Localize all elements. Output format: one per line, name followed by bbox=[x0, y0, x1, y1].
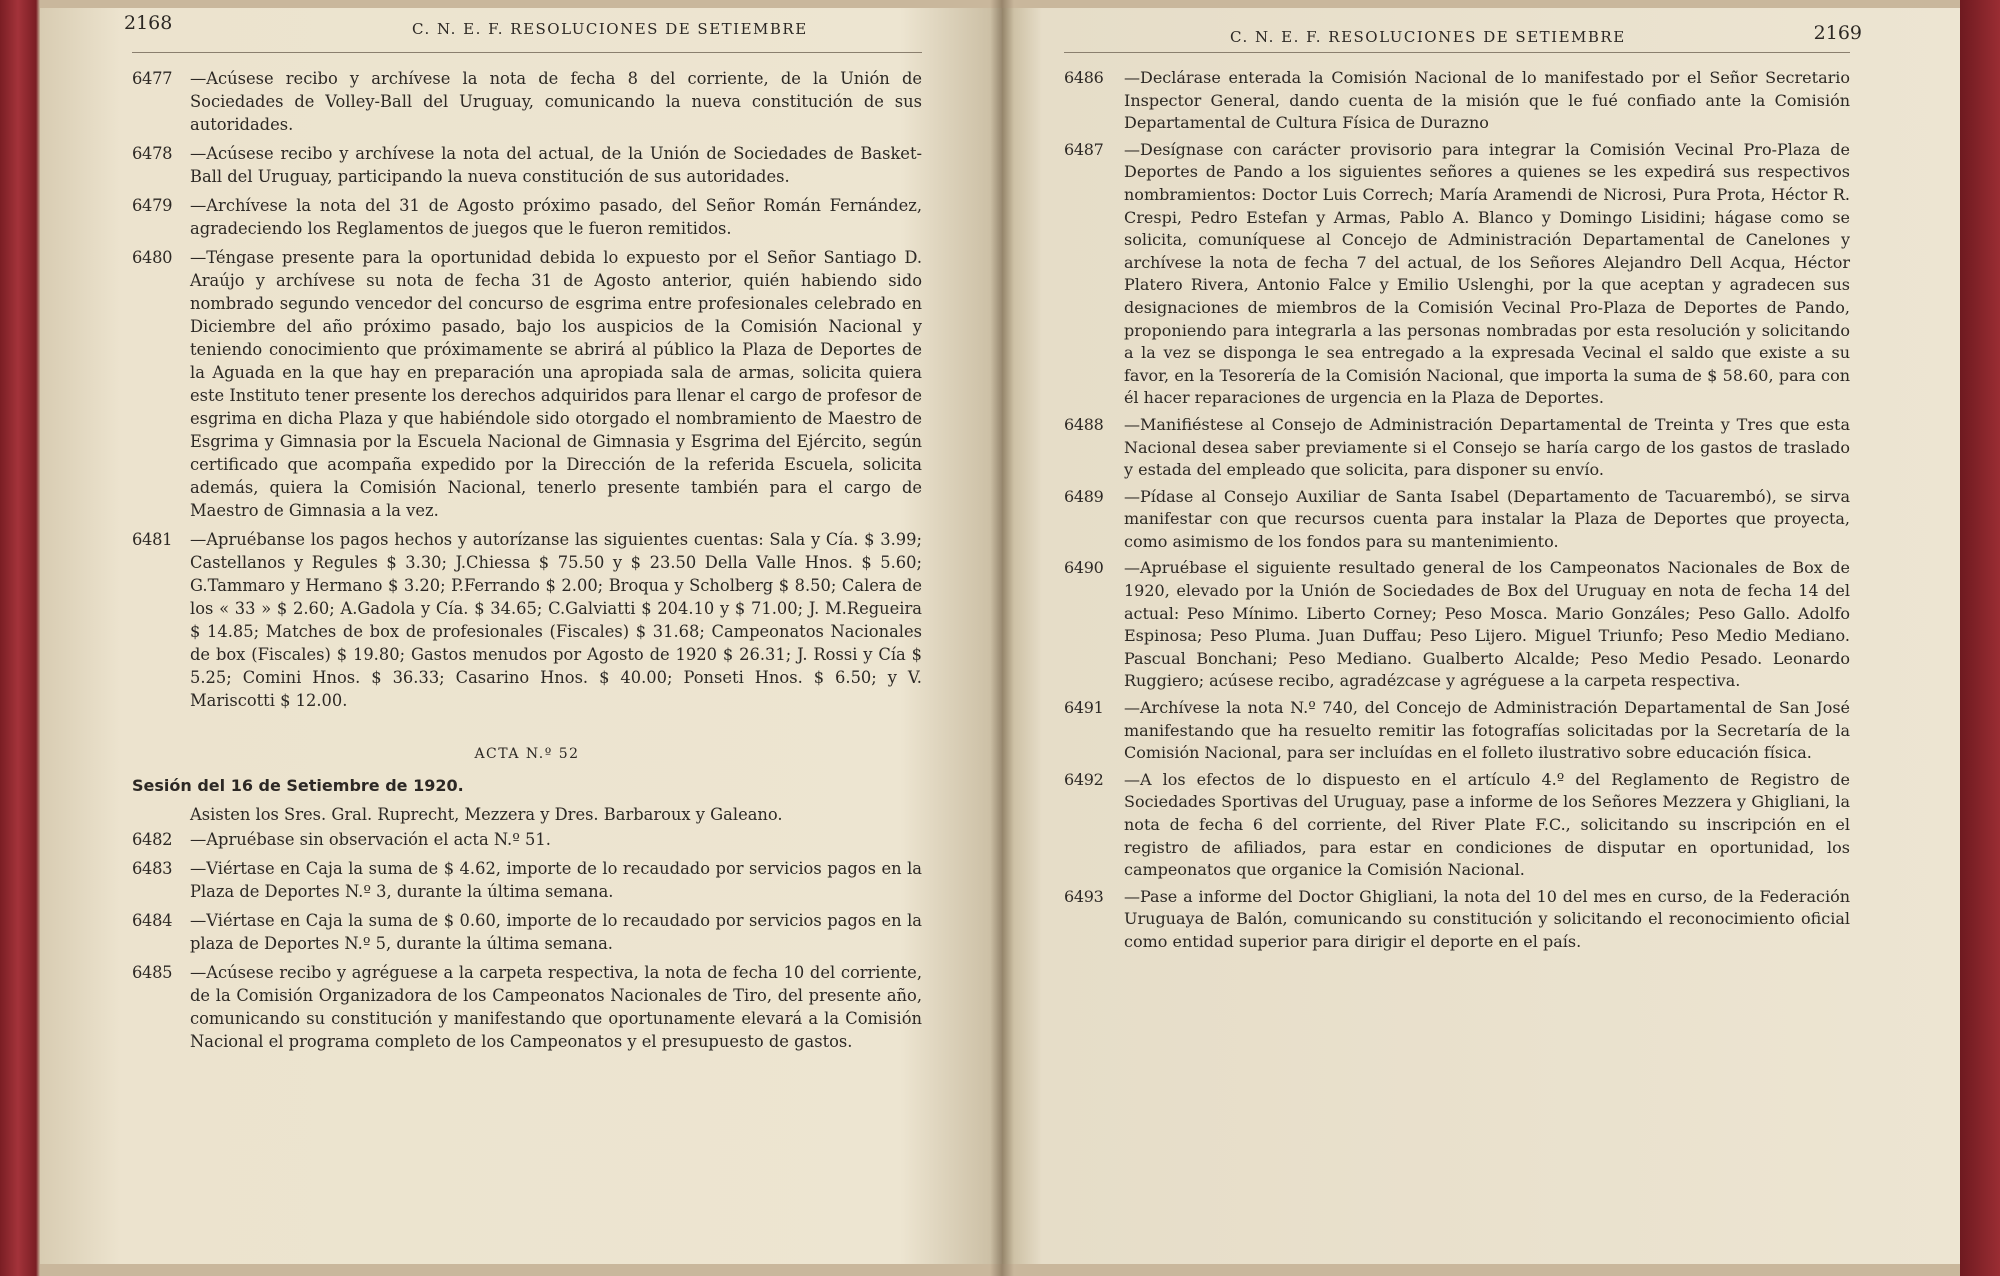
resolution-entry: 6484 —Viértase en Caja la suma de $ 0.60, importe de lo recaudado por servicios pagos en la plaza de Deportes N.º 5, durante la última semana. bbox=[132, 911, 922, 953]
left-page bbox=[40, 8, 1002, 1264]
resolution-entry: 6491 —Archívese la nota N.º 740, del Concejo de Administración Departamental de San José manifestando que ha resuelto remitir las fotografías solicitadas por la Secretaría de la Comisión Nacional, para ser incluídas en el folleto ilustrativo sobre educación física. bbox=[1064, 698, 1850, 763]
acta-title: ACTA N.º 52 bbox=[474, 746, 580, 762]
book-cover-edge bbox=[1960, 0, 2000, 1276]
book-gutter bbox=[990, 0, 1014, 1276]
resolution-entry: 6488 —Manifiéstese al Consejo de Administración Departamental de Treinta y Tres que esta Nacional desea saber previamente si el Consejo se haría cargo de los gastos de traslado y estada del empleado que solicita, para disponer su envío. bbox=[1064, 414, 1850, 480]
resolution-entry: 6479 —Archívese la nota del 31 de Agosto próximo pasado, del Señor Román Fernández, agradeciendo los Reglamentos de juegos que le fueron remitidos. bbox=[132, 196, 922, 238]
resolution-entry: 6483 —Viértase en Caja la suma de $ 4.62, importe de lo recaudado por servicios pagos en la Plaza de Deportes N.º 3, durante la última semana. bbox=[132, 859, 922, 901]
session-title: Sesión del 16 de Setiembre de 1920. bbox=[132, 776, 464, 795]
resolution-entry: 6478 —Acúsese recibo y archívese la nota del actual, de la Unión de Sociedades de Basket-Ball del Uruguay, participando la nueva constitución de sus autoridades. bbox=[132, 144, 922, 186]
resolution-entry: 6489 —Pídase al Consejo Auxiliar de Santa Isabel (Departamento de Tacuarembó), se sirva manifestar con que recursos cuenta para instalar la Plaza de Deportes que proyecta, como asimismo de los fondos para su mantenimiento. bbox=[1064, 486, 1850, 551]
right-page-header bbox=[1064, 8, 1862, 53]
resolution-entry: 6486 —Declárase enterada la Comisión Nacional de lo manifestado por el Señor Secretario Inspector General, dando cuenta de la misión que le fué confiado ante la Comisión Departamental de Cultura Física de Durazno bbox=[1064, 68, 1850, 133]
resolution-entry: 6493 —Pase a informe del Doctor Ghigliani, la nota del 10 del mes en curso, de la Federación Uruguaya de Balón, comunicando su constitución y solicitando el reconocimiento oficial como entidad superior para dirigir el deporte en el país. bbox=[1064, 886, 1850, 951]
resolution-entry: 6482 —Apruébase sin observación el acta N.º 51. bbox=[132, 830, 551, 849]
right-page-number: 2169 bbox=[1813, 22, 1862, 44]
left-page-number: 2168 bbox=[124, 12, 173, 34]
left-header-title: C. N. E. F. RESOLUCIONES DE SETIEMBRE bbox=[412, 20, 808, 38]
resolution-entry: 6477 —Acúsese recibo y archívese la nota de fecha 8 del corriente, de la Unión de Sociedades de Volley-Ball del Uruguay, comunicando la nueva constitución de sus autoridades. bbox=[132, 69, 922, 134]
right-page bbox=[1002, 8, 1960, 1264]
left-page-header bbox=[124, 8, 922, 53]
resolution-entry: 6492 —A los efectos de lo dispuesto en el artículo 4.º del Reglamento de Registro de Sociedades Sportivas del Uruguay, pase a informe de los Señores Mezzera y Ghigliani, la nota de fecha 6 del corriente, del River Plate F.C., solicitando su inscripción en el registro de afiliados, para estar en condiciones de disputar en oportunidad, los campeonatos que organice la Comisión Nacional. bbox=[1064, 769, 1850, 880]
resolution-entry: 6490 —Apruébase el siguiente resultado general de los Campeonatos Nacionales de Box de 1920, elevado por la Unión de Sociedades de Box del Uruguay en nota de fecha 14 del actual: Peso Mínimo. Liberto Corney; Peso Mosca. Mario Gonzáles; Peso Gallo. Adolfo Espinosa; Peso Pluma. Juan Duffau; Peso Lijero. Miguel Triunfo; Peso Medio Mediano. Pascual Bonchani; Peso Mediano. Gualberto Alcalde; Peso Medio Pesado. Leonardo Ruggiero; acúsese recibo, agradézcase y agréguese a la carpeta respectiva. bbox=[1064, 558, 1850, 691]
resolution-entry: 6481 —Apruébanse los pagos hechos y autorízanse las siguientes cuentas: Sala y Cía. $ 3.99; Castellanos y Regules $ 3.30; J.Chiessa $ 75.50 y $ 23.50 Della Valle Hnos. $ 5.60; G.Tammaro y Hermano $ 3.20; P.Ferrando $ 2.00; Broqua y Scholberg $ 8.50; Calera de los « 33 » $ 2.60; A.Gadola y Cía. $ 34.65; C.Galviatti $ 204.10 y $ 71.00; J. M.Regueira $ 14.85; Matches de box de profesionales (Fiscales) $ 31.68; Campeonatos Nacionales de box (Fiscales) $ 19.80; Gastos menudos por Agosto de 1920 $ 26.31; J. Rossi y Cía $ 5.25; Comini Hnos. $ 36.33; Casarino Hnos. $ 40.00; Ponseti Hnos. $ 6.50; y V. Mariscotti $ 12.00. bbox=[132, 530, 922, 710]
resolution-entry: 6485 —Acúsese recibo y agréguese a la carpeta respectiva, la nota de fecha 10 del corriente, de la Comisión Organizadora de los Campeonatos Nacionales de Tiro, del presente año, comunicando su constitución y manifestando que oportunamente elevará a la Comisión Nacional el programa completo de los Campeonatos y el presupuesto de gastos. bbox=[132, 963, 922, 1051]
resolution-entry: 6487 —Desígnase con carácter provisorio para integrar la Comisión Vecinal Pro-Plaza de Deportes de Pando a los siguientes señores a quienes se les expedirá sus respectivos nombramientos: Doctor Luis Correch; María Aramendi de Nicrosi, Pura Prota, Héctor R. Crespi, Pedro Estefan y Armas, Pablo A. Blanco y Domingo Lisidini; hágase como se solicita, comuníquese al Concejo de Administración Departamental de Canelones y archívese la nota de fecha 7 del actual, de los Señores Alejandro Dell Acqua, Héctor Platero Rivera, Antonio Falce y Emilio Uslenghi, por la que aceptan y agradecen sus designaciones de miembros de la Comisión Vecinal Pro-Plaza de Deportes de Pando, proponiendo para integrarla a las personas nombradas por esta resolución y solicitando a la vez se disponga le sea entregado a la expresada Vecinal el saldo que existe a su favor, en la Tesorería de la Comisión Nacional, que importa la suma de $ 58.60, para con él hacer reparaciones de urgencia en la Plaza de Deportes. bbox=[1064, 139, 1850, 408]
resolution-entry: 6480 —Téngase presente para la oportunidad debida lo expuesto por el Señor Santiago D. Araújo y archívese su nota de fecha 31 de Agosto anterior, quién habiendo sido nombrado segundo vencedor del concurso de esgrima entre profesionales celebrado en Diciembre del año próximo pasado, bajo los auspicios de la Comisión Nacional y teniendo conocimiento que próximamente se abrirá al público la Plaza de Deportes de la Aguada en la que hay en preparación una apropiada sala de armas, solicita quiera este Instituto tener presente los derechos adquiridos para llenar el cargo de profesor de esgrima en dicha Plaza y que habiéndole sido otorgado el nombramiento de Maestro de Esgrima y Gimnasia por la Escuela Nacional de Gimnasia y Esgrima del Ejército, según certificado que acompaña expedido por la Dirección de la referida Escuela, solicita además, quiera la Comisión Nacional, tenerlo presente también para el cargo de Maestro de Gimnasia a la vez. bbox=[132, 248, 922, 520]
attendance: Asisten los Sres. Gral. Ruprecht, Mezzera y Dres. Barbaroux y Galeano. bbox=[190, 805, 783, 824]
right-header-title: C. N. E. F. RESOLUCIONES DE SETIEMBRE bbox=[1230, 28, 1626, 46]
